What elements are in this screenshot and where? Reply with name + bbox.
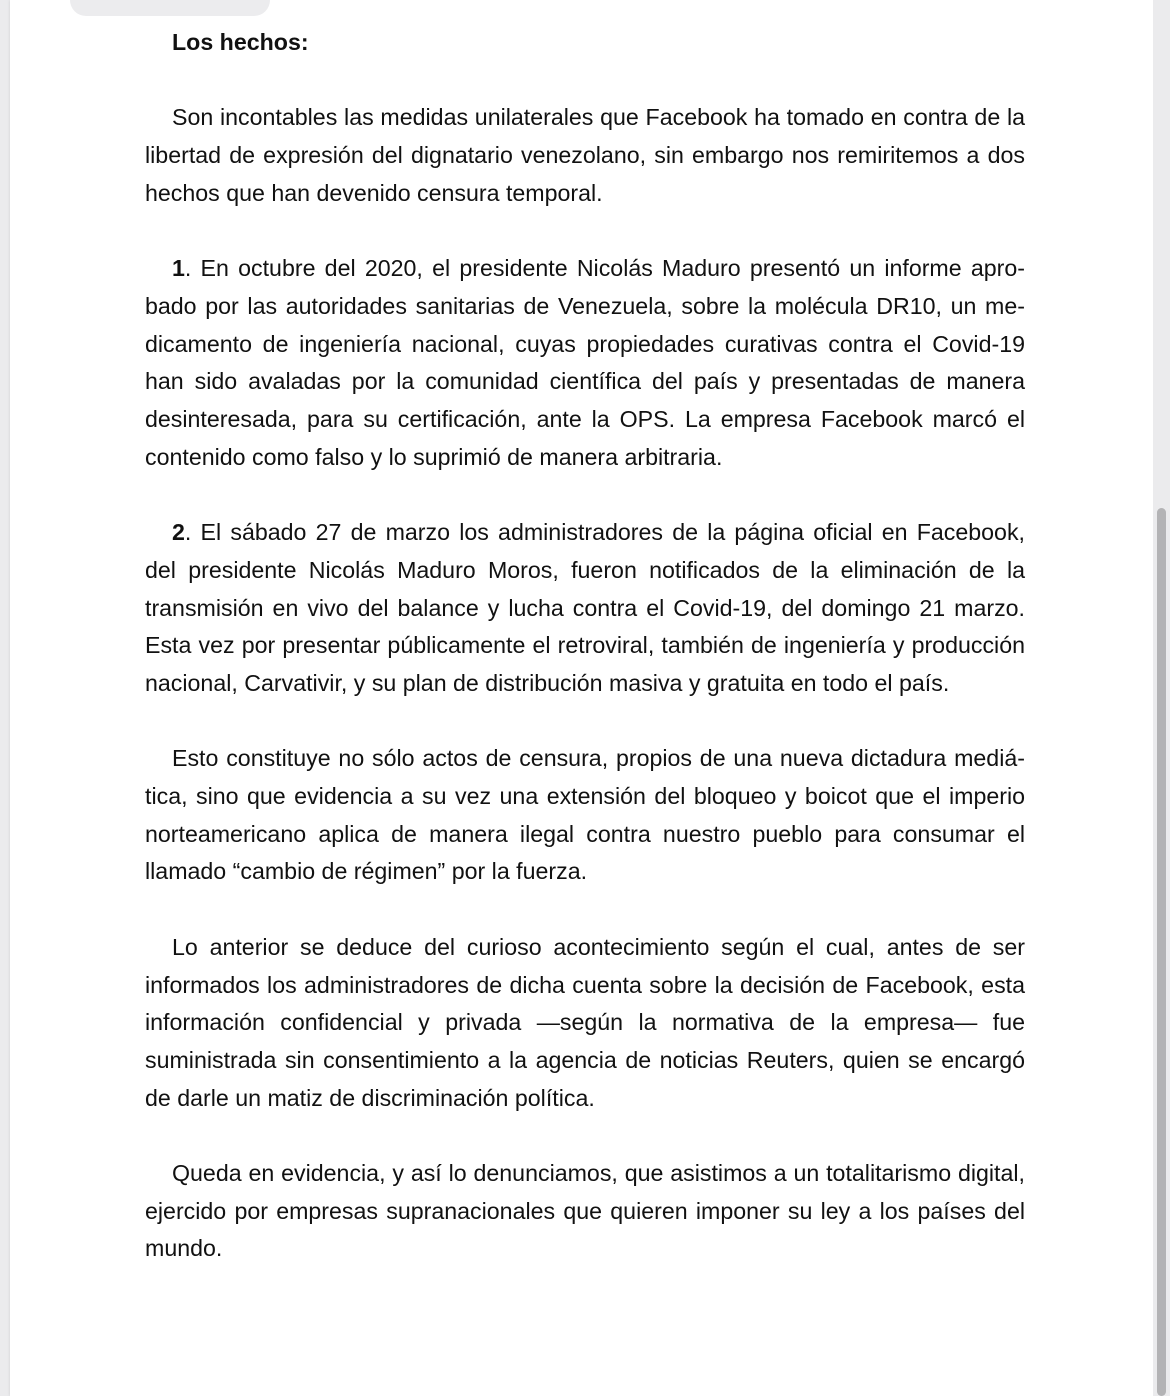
scrollbar-thumb[interactable] — [1157, 508, 1166, 1396]
paragraph-number: 2 — [172, 519, 185, 546]
paragraph-censorship — [145, 740, 1025, 891]
paragraph-number: 1 — [172, 255, 185, 282]
document-body — [145, 24, 1025, 1268]
page-top-tab — [70, 0, 270, 16]
paragraph-text: . El sábado 27 de marzo los administradores de la página oficial en Facebook, del presidente Nicolás Maduro Moros, fueron notificados de la eliminación de la transmisión en vivo del balance y lucha contra el Covid-19, del domingo 21 marzo. Esta vez por presentar públicamente el retroviral, también de ingeniería y producción nacional, Carvativir, y su plan de distribución masiva y gratuita en todo el país. — [145, 519, 1025, 696]
paragraph-text: Queda en evidencia, y así lo denunciamos, que asistimos a un totalitarismo digital, ejercido por empresas supranacionales que quieren imponer su ley a los países del mundo. — [145, 1160, 1025, 1262]
paragraph-deduction — [145, 929, 1025, 1118]
paragraph-intro — [145, 99, 1025, 212]
paragraph-fact-1 — [145, 250, 1025, 476]
paragraph-text: Lo anterior se deduce del curioso acontecimiento según el cual, antes de ser informados los administradores de dicha cuenta sobre la decisión de Facebook, esta información confidencial y privada —según la normativa de la empresa— fue suministrada sin consentimiento a la agencia de noticias Reuters, quien se encargó de darle un matiz de discriminación política. — [145, 933, 1025, 1111]
section-heading: Los hechos: — [172, 29, 309, 55]
paragraph-fact-2 — [145, 514, 1025, 703]
paragraph-text: Esto constituye no sólo actos de censura, propios de una nueva dictadura mediática, sino que evidencia a su vez una extensión del bloqueo y boicot que el imperio norteamericano aplica de manera ilegal contra nuestro pueblo para consumar el llamado “cambio de régimen” por la fuerza. — [145, 745, 1025, 885]
paragraph-text: Son incontables las medidas unilaterales que Facebook ha tomado en contra de la libertad de expresión del dignatario venezolano, sin embargo nos remiritemos a dos hechos que han devenido censura temporal. — [145, 104, 1025, 206]
vertical-scrollbar[interactable] — [1153, 0, 1170, 1396]
paragraph-conclusion — [145, 1155, 1025, 1268]
document-page — [10, 0, 1153, 1396]
paragraph-text: . En octubre del 2020, el presidente Nicolás Maduro presentó un informe aprobado por las autoridades sanitarias de Venezuela, sobre la molécula DR10, un medicamento de ingeniería nacional, cuyas propiedades curativas contra el Covid-19 han sido avaladas por la comunidad científica del país y presentadas de manera desinteresada, para su certificación, ante la OPS. La empresa Facebook marcó el contenido como falso y lo suprimió de manera arbitraria. — [145, 255, 1025, 470]
